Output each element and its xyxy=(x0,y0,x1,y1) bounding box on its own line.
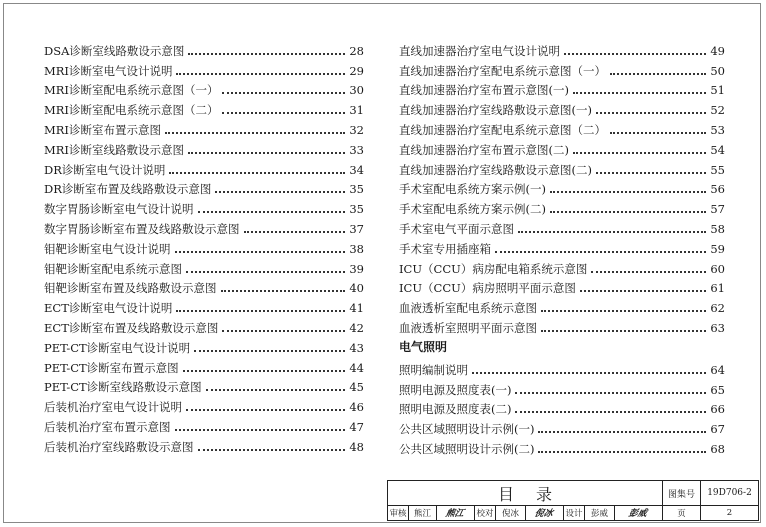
toc-entry-page: 63 xyxy=(710,320,725,335)
page-label: 页 xyxy=(663,505,701,520)
toc-entry-page: 45 xyxy=(349,380,364,395)
toc-entry xyxy=(399,177,725,197)
toc-entry xyxy=(44,137,364,157)
toc-entry-title: 公共区域照明设计示例(二) xyxy=(399,441,535,456)
toc-leader-dots xyxy=(550,211,706,213)
toc-entry-page: 49 xyxy=(710,43,725,58)
toc-leader-dots xyxy=(222,330,345,332)
toc-leader-dots xyxy=(591,271,706,273)
toc-entry xyxy=(399,236,725,256)
toc-entry-page: 53 xyxy=(710,122,725,137)
toc-entry-title: 钼靶诊断室配电系统示意图 xyxy=(44,261,182,276)
toc-entry xyxy=(399,196,725,216)
atlas-label: 图集号 xyxy=(663,481,701,505)
toc-leader-dots xyxy=(186,409,345,411)
toc-entry-title: ICU（CCU）病房照明平面示意图 xyxy=(399,281,576,296)
toc-entry-page: 32 xyxy=(349,122,364,137)
toc-right-group-a xyxy=(399,38,725,335)
toc-leader-dots xyxy=(176,310,345,312)
toc-entry xyxy=(399,58,725,78)
toc-entry-title: 照明编制说明 xyxy=(399,362,468,377)
toc-entry-title: 照明电源及照度表(一) xyxy=(399,382,512,397)
toc-leader-dots xyxy=(176,73,345,75)
toc-entry-page: 57 xyxy=(710,202,725,217)
toc-entry-title: 手术室电气平面示意图 xyxy=(399,221,514,236)
toc-entry-title: 直线加速器治疗室布置示意图(二) xyxy=(399,142,569,157)
toc-entry xyxy=(44,276,364,296)
toc-leader-dots xyxy=(550,191,706,193)
toc-entry-title: ECT诊断室布置及线路敷设示意图 xyxy=(44,320,219,335)
toc-leader-dots xyxy=(175,251,346,253)
toc-entry xyxy=(44,177,364,197)
toc-leader-dots xyxy=(538,431,706,433)
reviewer-signature xyxy=(437,505,475,520)
toc-leader-dots xyxy=(198,449,346,451)
toc-entry xyxy=(399,78,725,98)
toc-right-column xyxy=(399,38,725,456)
toc-entry xyxy=(44,196,364,216)
toc-entry-page: 54 xyxy=(710,142,725,157)
toc-entry-title: DR诊断室布置及线路敷设示意图 xyxy=(44,182,212,197)
toc-leader-dots xyxy=(538,451,706,453)
toc-entry-page: 67 xyxy=(710,422,725,437)
toc-leader-dots xyxy=(175,429,346,431)
toc-entry-page: 55 xyxy=(710,162,725,177)
toc-entry-page: 42 xyxy=(349,320,364,335)
toc-entry xyxy=(399,137,725,157)
toc-entry-page: 30 xyxy=(349,83,364,98)
toc-entry xyxy=(399,256,725,276)
toc-entry-page: 66 xyxy=(710,402,725,417)
toc-entry-title: 后装机治疗室线路敷设示意图 xyxy=(44,439,194,454)
toc-leader-dots xyxy=(515,411,706,413)
toc-leader-dots xyxy=(580,290,707,292)
toc-entry xyxy=(44,434,364,454)
toc-entry-title: 数字胃肠诊断室电气设计说明 xyxy=(44,202,194,217)
checker-signature-text: 倪冰 xyxy=(534,509,555,519)
toc-entry xyxy=(399,377,725,397)
toc-entry xyxy=(44,256,364,276)
toc-entry xyxy=(399,315,725,335)
toc-entry-title: 手术室配电系统方案示例(二) xyxy=(399,202,546,217)
toc-leader-dots xyxy=(198,211,346,213)
toc-entry xyxy=(44,117,364,137)
toc-leader-dots xyxy=(221,290,346,292)
toc-entry-title: DSA诊断室线路敷设示意图 xyxy=(44,43,185,58)
checker-name: 倪冰 xyxy=(496,505,526,520)
toc-entry-title: 血液透析室配电系统示意图 xyxy=(399,301,537,316)
reviewer-signature-text: 熊江 xyxy=(445,509,466,519)
toc-leader-dots xyxy=(596,172,706,174)
toc-entry xyxy=(399,216,725,236)
toc-leader-dots xyxy=(515,392,706,394)
toc-entry-page: 48 xyxy=(349,439,364,454)
toc-entry xyxy=(44,315,364,335)
toc-entry-title: MRI诊断室电气设计说明 xyxy=(44,63,173,78)
toc-entry-title: 后装机治疗室布置示意图 xyxy=(44,419,171,434)
toc-entry-title: 钼靶诊断室布置及线路敷设示意图 xyxy=(44,281,217,296)
toc-entry xyxy=(44,78,364,98)
toc-entry-page: 37 xyxy=(349,221,364,236)
toc-entry-title: 后装机治疗室电气设计说明 xyxy=(44,400,182,415)
toc-leader-dots xyxy=(472,372,706,374)
toc-entry-page: 56 xyxy=(710,182,725,197)
toc-entry-title: DR诊断室电气设计说明 xyxy=(44,162,166,177)
toc-right-group-b xyxy=(399,357,725,456)
toc-entry xyxy=(399,276,725,296)
toc-entry xyxy=(44,335,364,355)
toc-entry xyxy=(44,295,364,315)
toc-entry-page: 50 xyxy=(710,63,725,78)
toc-leader-dots xyxy=(222,92,345,94)
toc-entry-page: 60 xyxy=(710,261,725,276)
toc-entry-page: 35 xyxy=(349,202,364,217)
toc-entry xyxy=(399,436,725,456)
toc-entry-title: 直线加速器治疗室电气设计说明 xyxy=(399,43,560,58)
toc-leader-dots xyxy=(573,152,706,154)
toc-entry-page: 38 xyxy=(349,241,364,256)
toc-entry-title: 直线加速器治疗室线路敷设示意图(一) xyxy=(399,103,592,118)
toc-entry-page: 61 xyxy=(710,281,725,296)
checker-signature xyxy=(526,505,564,520)
title-block-title: 目录 xyxy=(388,481,663,505)
designer-signature xyxy=(615,505,663,520)
toc-entry-page: 44 xyxy=(349,360,364,375)
toc-entry-title: PET-CT诊断室电气设计说明 xyxy=(44,340,191,355)
toc-entry-page: 28 xyxy=(349,43,364,58)
toc-entry xyxy=(399,295,725,315)
toc-entry-page: 65 xyxy=(710,382,725,397)
toc-leader-dots xyxy=(188,152,345,154)
toc-entry-title: 直线加速器治疗室配电系统示意图（一） xyxy=(399,63,606,78)
toc-left-column xyxy=(44,38,364,454)
toc-entry-title: PET-CT诊断室布置示意图 xyxy=(44,360,179,375)
toc-entry-title: MRI诊断室配电系统示意图（一） xyxy=(44,83,219,98)
toc-entry-page: 43 xyxy=(349,340,364,355)
check-label: 校对 xyxy=(475,505,496,520)
toc-leader-dots xyxy=(244,231,346,233)
toc-entry-page: 62 xyxy=(710,301,725,316)
toc-entry-title: 血液透析室照明平面示意图 xyxy=(399,320,537,335)
toc-entry-page: 51 xyxy=(710,83,725,98)
toc-entry xyxy=(399,157,725,177)
toc-entry-page: 59 xyxy=(710,241,725,256)
toc-entry-page: 64 xyxy=(710,362,725,377)
section-heading: 电气照明 xyxy=(399,339,448,354)
toc-entry-page: 40 xyxy=(349,281,364,296)
toc-entry-title: 数字胃肠诊断室布置及线路敷设示意图 xyxy=(44,221,240,236)
designer-name: 彭威 xyxy=(585,505,615,520)
design-label: 设计 xyxy=(564,505,585,520)
toc-entry-title: 钼靶诊断室电气设计说明 xyxy=(44,241,171,256)
toc-leader-dots xyxy=(165,132,345,134)
toc-entry-title: 直线加速器治疗室配电系统示意图（二） xyxy=(399,122,606,137)
toc-entry xyxy=(399,117,725,137)
title-block xyxy=(387,480,759,521)
toc-leader-dots xyxy=(541,310,706,312)
designer-signature-text: 彭威 xyxy=(628,509,649,519)
toc-leader-dots xyxy=(169,172,345,174)
toc-entry xyxy=(44,38,364,58)
toc-entry-title: 直线加速器治疗室线路敷设示意图(二) xyxy=(399,162,592,177)
toc-entry-page: 34 xyxy=(349,162,364,177)
toc-entry-title: PET-CT诊断室线路敷设示意图 xyxy=(44,380,202,395)
toc-leader-dots xyxy=(186,271,345,273)
toc-entry xyxy=(399,97,725,117)
review-label: 审核 xyxy=(388,505,409,520)
toc-entry-title: 公共区域照明设计示例(一) xyxy=(399,422,535,437)
toc-entry-page: 29 xyxy=(349,63,364,78)
toc-leader-dots xyxy=(518,231,706,233)
toc-entry-title: 照明电源及照度表(二) xyxy=(399,402,512,417)
atlas-number: 19D706-2 xyxy=(707,488,752,498)
toc-leader-dots xyxy=(206,389,346,391)
toc-entry xyxy=(44,414,364,434)
toc-entry-title: 手术室专用插座箱 xyxy=(399,241,491,256)
toc-entry-page: 31 xyxy=(349,103,364,118)
toc-entry xyxy=(44,157,364,177)
toc-leader-dots xyxy=(596,112,706,114)
toc-entry-title: MRI诊断室布置示意图 xyxy=(44,122,161,137)
toc-entry xyxy=(44,394,364,414)
toc-entry xyxy=(44,97,364,117)
toc-entry xyxy=(44,375,364,395)
toc-entry-page: 35 xyxy=(349,182,364,197)
toc-leader-dots xyxy=(222,112,345,114)
toc-entry xyxy=(399,397,725,417)
toc-entry-page: 46 xyxy=(349,400,364,415)
reviewer-name: 熊江 xyxy=(409,505,437,520)
toc-entry-title: MRI诊断室配电系统示意图（二） xyxy=(44,103,219,118)
toc-entry xyxy=(44,355,364,375)
toc-entry-page: 68 xyxy=(710,441,725,456)
toc-entry xyxy=(44,58,364,78)
toc-leader-dots xyxy=(194,350,345,352)
toc-entry xyxy=(399,357,725,377)
toc-entry-page: 39 xyxy=(349,261,364,276)
toc-leader-dots xyxy=(610,132,706,134)
toc-leader-dots xyxy=(183,370,346,372)
toc-entry-title: ECT诊断室电气设计说明 xyxy=(44,301,173,316)
toc-leader-dots xyxy=(188,53,345,55)
toc-leader-dots xyxy=(495,251,706,253)
toc-leader-dots xyxy=(610,73,706,75)
toc-leader-dots xyxy=(573,92,706,94)
toc-leader-dots xyxy=(541,330,706,332)
toc-entry-page: 58 xyxy=(710,221,725,236)
toc-entry xyxy=(44,216,364,236)
toc-entry-page: 41 xyxy=(349,301,364,316)
toc-entry-title: 手术室配电系统方案示例(一) xyxy=(399,182,546,197)
toc-entry xyxy=(399,416,725,436)
toc-entry xyxy=(399,38,725,58)
toc-leader-dots xyxy=(564,53,706,55)
toc-entry-page: 47 xyxy=(349,419,364,434)
toc-entry-title: MRI诊断室线路敷设示意图 xyxy=(44,142,184,157)
toc-leader-dots xyxy=(215,191,345,193)
toc-entry-title: ICU（CCU）病房配电箱系统示意图 xyxy=(399,261,588,276)
toc-entry-title: 直线加速器治疗室布置示意图(一) xyxy=(399,83,569,98)
toc-entry xyxy=(44,236,364,256)
toc-entry-page: 33 xyxy=(349,142,364,157)
page-number: 2 xyxy=(726,507,733,518)
toc-entry-page: 52 xyxy=(710,103,725,118)
